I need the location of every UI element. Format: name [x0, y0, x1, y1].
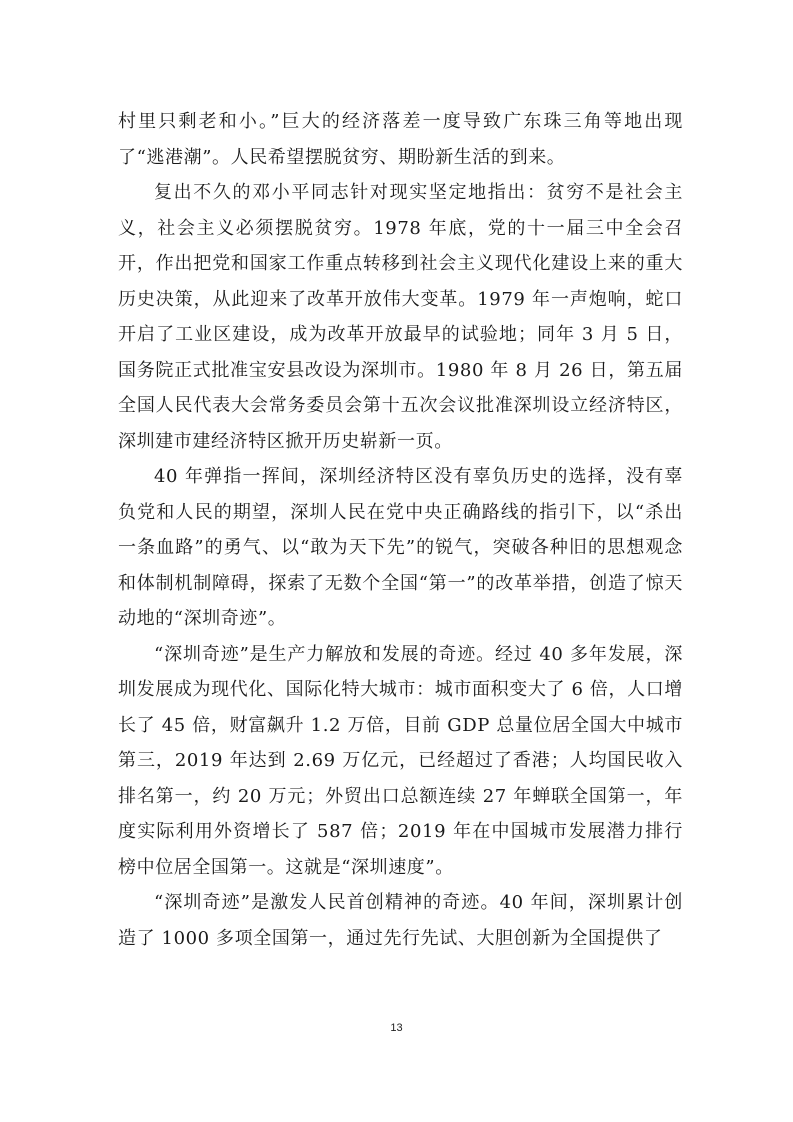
paragraph-deng-xiaoping: 复出不久的邓小平同志针对现实坚定地指出：贫穷不是社会主义，社会主义必须摆脱贫穷。1978 年底，党的十一届三中全会召开，作出把党和国家工作重点转移到社会主义现代化建设上来的重大历史决策，从此迎来了改革开放伟大变革。1979 年一声炮响，蛇口开启了工业区建设，成为改革开放最早的试验地；同年 3 月 5 日，国务院正式批准宝安县改设为深圳市。1980 年 8 月 26 日，第五届全国人民代表大会常务委员会第十五次会议批准深圳设立经济特区，深圳建市建经济特区掀开历史崭新一页。 [118, 182, 683, 452]
body-text [118, 104, 683, 956]
paragraph-creativity-miracle: “深圳奇迹”是激发人民首创精神的奇迹。40 年间，深圳累计创造了 1000 多项全国第一，通过先行先试、大胆创新为全国提供了 [118, 892, 683, 949]
paragraph-forty-years: 40 年弹指一挥间，深圳经济特区没有辜负历史的选择，没有辜负党和人民的期望，深圳人民在党中央正确路线的指引下，以“杀出一条血路”的勇气、以“敢为天下先”的锐气，突破各种旧的思想观念和体制机制障碍，探索了无数个全国“第一”的改革举措，创造了惊天动地的“深圳奇迹”。 [118, 466, 683, 629]
page-number: 13 [390, 1022, 403, 1034]
paragraph-productivity-miracle: “深圳奇迹”是生产力解放和发展的奇迹。经过 40 多年发展，深圳发展成为现代化、国际化特大城市：城市面积变大了 6 倍，人口增长了 45 倍，财富飙升 1.2 万倍，目前 GDP 总量位居全国大中城市第三，2019 年达到 2.69 万亿元，已经超过了香港；人均国民收入排名第一，约 20 万元；外贸出口总额连续 27 年蝉联全国第一，年度实际利用外资增长了 587 倍；2019 年在中国城市发展潜力排行榜中位居全国第一。这就是“深圳速度”。 [118, 643, 683, 878]
paragraph-continued: 村里只剩老和小。”巨大的经济落差一度导致广东珠三角等地出现了“逃港潮”。人民希望摆脱贫穷、期盼新生活的到来。 [118, 111, 683, 168]
